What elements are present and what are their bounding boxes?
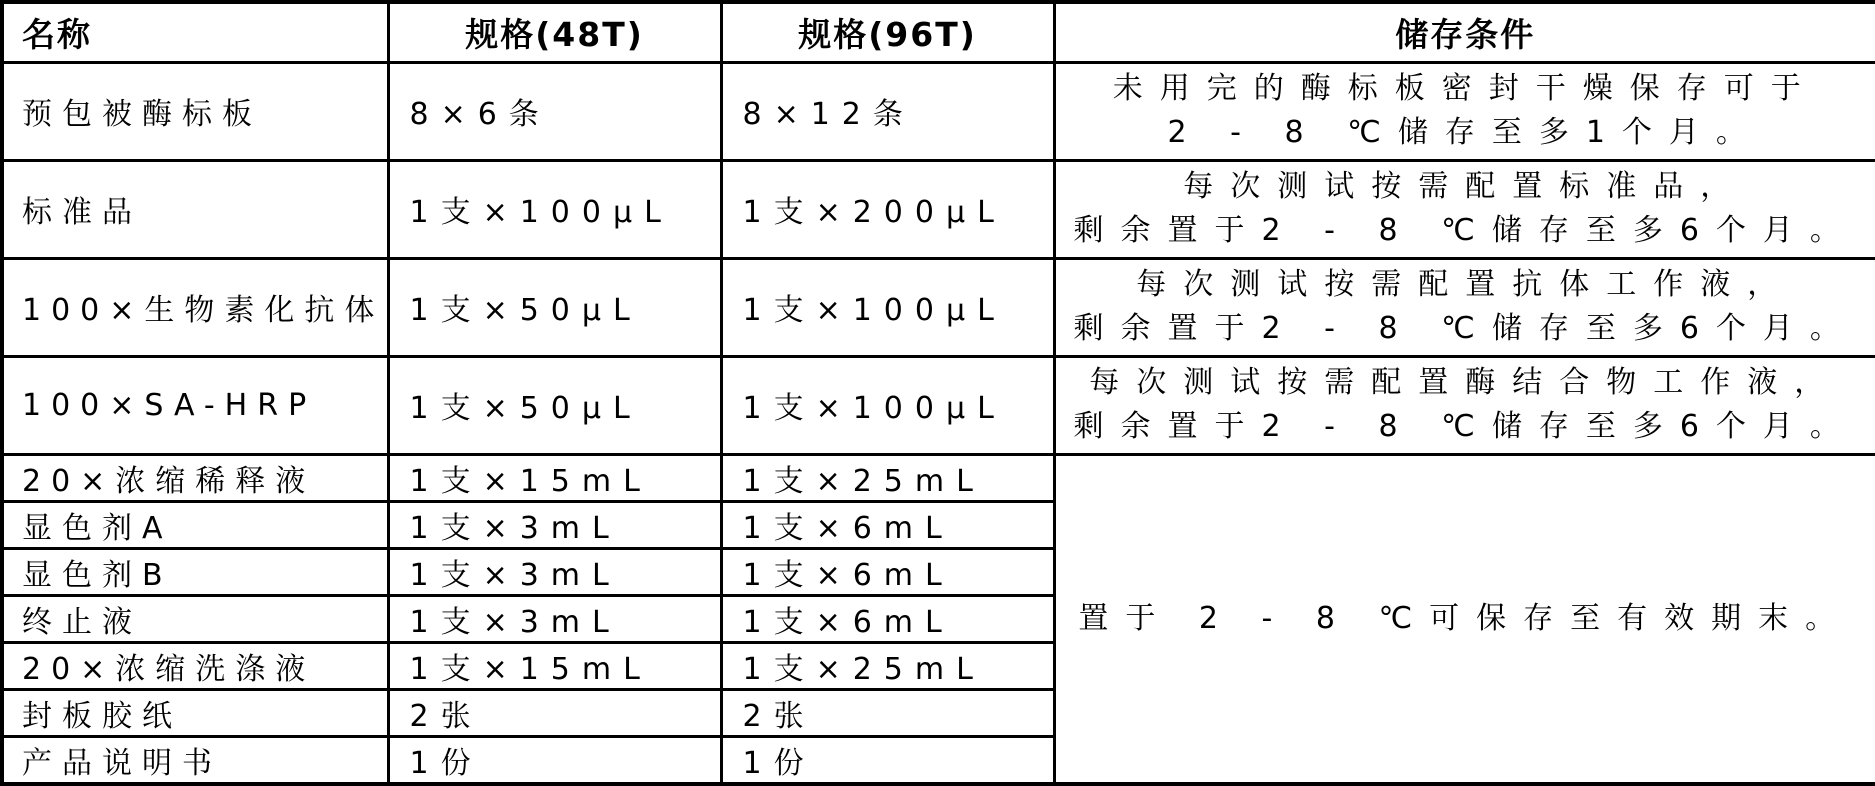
table-row [2,356,1875,454]
component-name: 产品说明书 [2,736,388,784]
header-spec-96t: 规格(96T) [721,2,1054,62]
spec-48t: 1份 [388,736,721,784]
storage-condition [1054,62,1875,160]
spec-48t: 1支×15mL [388,642,721,689]
component-name: 预包被酶标板 [2,62,388,160]
spec-48t: 1支×15mL [388,454,721,501]
table-row [2,62,1875,160]
storage-line: 2 - 8 ℃储存至多1个月。 [1056,111,1875,155]
storage-line: 剩余置于2 - 8 ℃储存至多6个月。 [1056,405,1875,449]
spec-48t: 1支×3mL [388,595,721,642]
storage-line: 每次测试按需配置抗体工作液， [1056,263,1875,307]
storage-line: 剩余置于2 - 8 ℃储存至多6个月。 [1056,209,1875,253]
storage-condition [1054,160,1875,258]
storage-condition [1054,258,1875,356]
spec-96t: 1支×25mL [721,642,1054,689]
spec-96t: 2张 [721,689,1054,736]
component-name: 终止液 [2,595,388,642]
storage-line: 每次测试按需配置酶结合物工作液， [1056,361,1875,405]
spec-96t: 1支×100µL [721,356,1054,454]
spec-48t: 8×6条 [388,62,721,160]
spec-48t: 1支×100µL [388,160,721,258]
storage-condition [1054,356,1875,454]
spec-48t: 1支×50µL [388,356,721,454]
component-name: 20×浓缩稀释液 [2,454,388,501]
header-row [2,2,1875,62]
header-spec-48t: 规格(48T) [388,2,721,62]
header-storage: 储存条件 [1054,2,1875,62]
component-name: 显色剂B [2,548,388,595]
component-name: 封板胶纸 [2,689,388,736]
spec-48t: 1支×3mL [388,501,721,548]
spec-96t: 1份 [721,736,1054,784]
spec-96t: 1支×200µL [721,160,1054,258]
storage-line: 剩余置于2 - 8 ℃储存至多6个月。 [1056,307,1875,351]
spec-96t: 8×12条 [721,62,1054,160]
spec-48t: 2张 [388,689,721,736]
spec-96t: 1支×100µL [721,258,1054,356]
table-row [2,160,1875,258]
storage-condition-merged: 置于 2 - 8 ℃可保存至有效期末。 [1054,454,1875,784]
table-row [2,258,1875,356]
spec-96t: 1支×6mL [721,595,1054,642]
header-name: 名称 [2,2,388,62]
spec-48t: 1支×3mL [388,548,721,595]
component-name: 100×生物素化抗体 [2,258,388,356]
spec-96t: 1支×25mL [721,454,1054,501]
table-row [2,454,1875,501]
component-name: 显色剂A [2,501,388,548]
component-name: 100×SA-HRP [2,356,388,454]
spec-96t: 1支×6mL [721,501,1054,548]
spec-48t: 1支×50µL [388,258,721,356]
storage-line: 每次测试按需配置标准品， [1056,165,1875,209]
storage-line: 未用完的酶标板密封干燥保存可于 [1056,67,1875,111]
spec-96t: 1支×6mL [721,548,1054,595]
component-name: 标准品 [2,160,388,258]
component-name: 20×浓缩洗涤液 [2,642,388,689]
